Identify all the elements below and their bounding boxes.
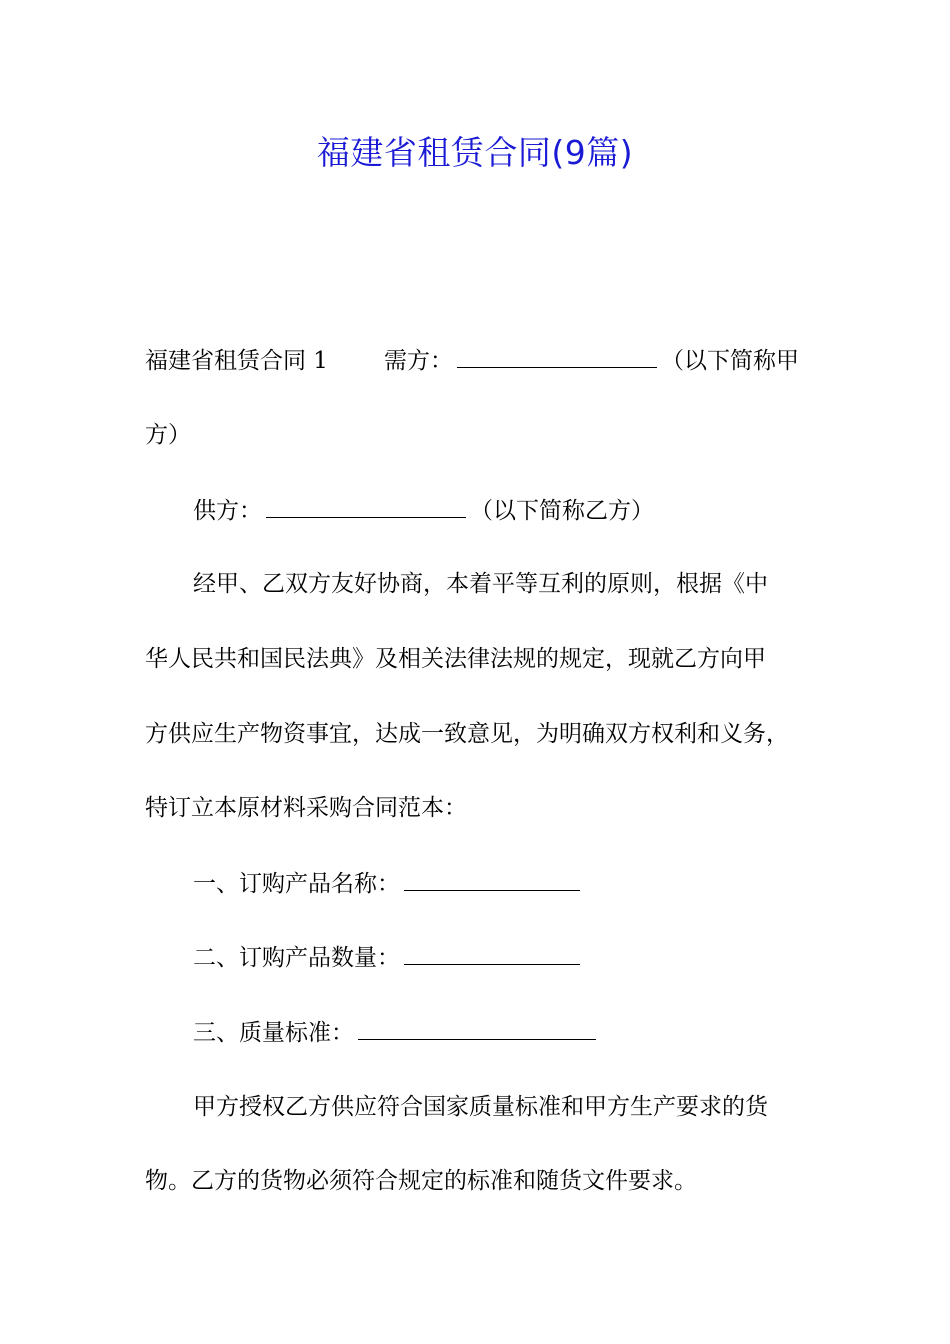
intro-line-2: 华人民共和国民法典》及相关法律法规的规定，现就乙方向甲 (145, 646, 766, 672)
contract-heading: 福建省租赁合同 1 (145, 348, 328, 374)
item-quality-standard (193, 1015, 600, 1050)
item-label: 一、订购产品名称： (193, 871, 400, 897)
intro-line-3: 方供应生产物资事宜，达成一致意见，为明确双方权利和义务， (145, 721, 789, 747)
supplier-line (193, 493, 654, 528)
supplier-label: 供方： (193, 498, 262, 524)
buyer-line (145, 343, 799, 378)
supplier-blank (266, 493, 466, 518)
product-name-blank (404, 866, 580, 891)
product-quantity-blank (404, 940, 580, 965)
supplier-suffix: （以下简称乙方） (470, 498, 654, 524)
item-label: 三、质量标准： (193, 1020, 354, 1046)
buyer-suffix: （以下简称甲 (660, 348, 799, 374)
intro-line-1: 经甲、乙双方友好协商，本着平等互利的原则，根据《中 (193, 571, 768, 597)
quality-line-1: 甲方授权乙方供应符合国家质量标准和甲方生产要求的货 (193, 1094, 768, 1120)
intro-line-4: 特订立本原材料采购合同范本： (145, 795, 467, 821)
buyer-line-cont: 方） (145, 422, 191, 448)
item-product-name (193, 866, 584, 901)
buyer-label: 需方： (383, 348, 453, 374)
quality-line-2: 物。乙方的货物必须符合规定的标准和随货文件要求。 (145, 1168, 697, 1194)
buyer-blank (457, 343, 657, 368)
item-product-quantity (193, 940, 584, 975)
quality-standard-blank (358, 1015, 596, 1040)
item-label: 二、订购产品数量： (193, 945, 400, 971)
document-title: 福建省租赁合同(9篇) (316, 133, 634, 172)
